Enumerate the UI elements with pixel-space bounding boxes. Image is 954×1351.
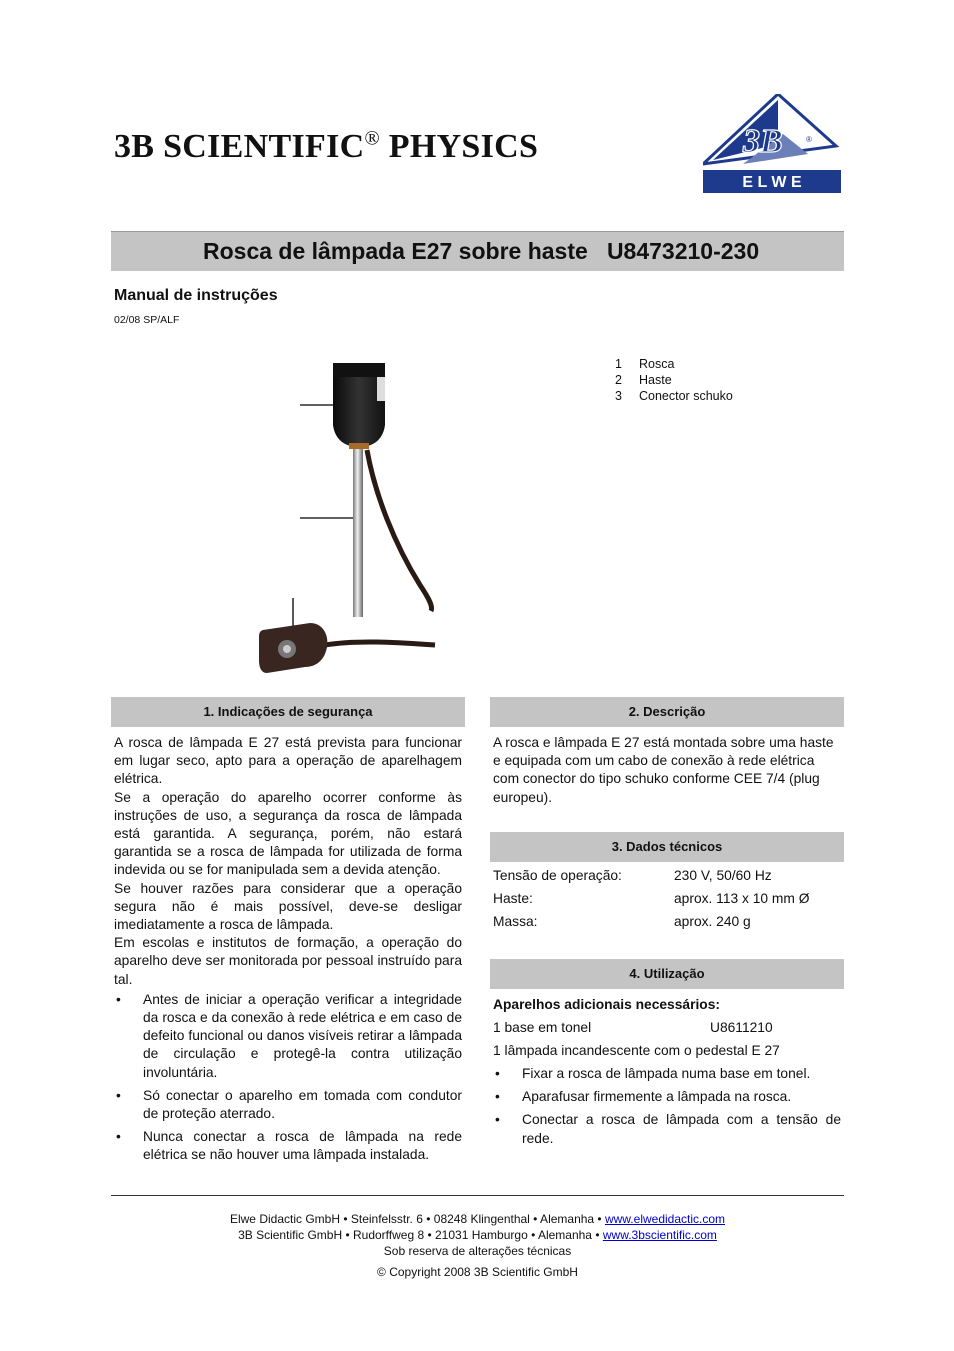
section-technical-data [490,832,844,933]
registered-mark: ® [364,127,380,150]
svg-text:3B: 3B [743,123,783,160]
requirement-item: 1 base em tonel U8611210 [493,1020,773,1035]
spec-row: Tensão de operação: 230 V, 50/60 Hz [493,868,772,883]
svg-text:E L W E: E L W E [742,174,802,191]
legend-item: 2 Haste [615,373,672,387]
product-illustration [255,355,440,685]
svg-text:®: ® [806,135,812,144]
list-item: • Antes de iniciar a operação verificar a integridade da rosca e da conexão à rede elétrica e em caso de defeito funcional ou danos visíveis retirar a lâmpada de circulação e protegê-la contra utilização involuntária. [116,991,462,1080]
section-heading: 4. Utilização [490,959,844,989]
footer-copyright: © Copyright 2008 3B Scientific GmbH [377,1265,578,1279]
list-item: • Fixar a rosca de lâmpada numa base em tonel. [495,1066,811,1081]
document-code: 02/08 SP/ALF [114,314,180,326]
elwe-website-link[interactable]: www.elwedidactic.com [604,1212,726,1226]
section-safety [111,697,465,1165]
footer-address-1: Elwe Didactic GmbH • Steinfelsstr. 6 • 08248 Klingenthal • Alemanha • www.elwedidactic.com [229,1212,726,1226]
manual-subtitle: Manual de instruções [114,287,278,304]
list-item: • Conectar a rosca de lâmpada com a tensão de rede. [495,1112,841,1146]
section-heading: 1. Indicações de segurança [111,697,465,727]
paragraph: Se houver razões para considerar que a operação segura não é mais possível, deve-se desligar imediatamente a rosca de lâmpada. [114,880,462,933]
paragraph: A rosca de lâmpada E 27 está prevista para funcionar em lugar seco, apto para a operação de aparelhagem elétrica. [114,735,462,787]
spec-row: Massa: aprox. 240 g [493,914,751,929]
requirement-item: 1 lâmpada incandescente com o pedestal E 27 [493,1043,780,1058]
requirements-title: Aparelhos adicionais necessários: [493,997,720,1012]
footer-address-2: 3B Scientific GmbH • Rudorffweg 8 • 21031 Hamburgo • Alemanha • www.3bscientific.com [238,1228,717,1242]
product-title: Rosca de lâmpada E27 sobre haste U8473210-230 [203,238,760,264]
legend-item: 1 Rosca [615,357,675,371]
3b-elwe-logo [703,94,843,194]
brand-title: 3B SCIENTIFIC® PHYSICS [114,127,539,165]
footer-divider [111,1195,844,1196]
section-heading: 2. Descrição [490,697,844,727]
paragraph: A rosca e lâmpada E 27 está montada sobre uma haste e equipada com um cabo de conexão à rede elétrica com conector do tipo schuko conforme CEE 7/4 (plug europeu). [493,735,834,805]
product-title-bar [111,231,844,271]
list-item: • Só conectar o aparelho em tomada com condutor de proteção aterrado. [116,1087,462,1122]
section-description [490,697,844,807]
3b-website-link[interactable]: www.3bscientific.com [602,1228,717,1242]
list-item: • Aparafusar firmemente a lâmpada na rosca. [495,1089,792,1105]
parts-legend [615,356,733,404]
section-usage [490,959,844,1148]
section-heading: 3. Dados técnicos [490,832,844,862]
paragraph: Se a operação do aparelho ocorrer conforme às instruções de uso, a segurança da rosca de lâmpada está garantida. A segurança, porém, não estará garantida se a rosca de lâmpada for utilizada de forma indevida ou se for manipulada sem a devida atenção. [114,789,462,878]
list-item: • Nunca conectar a rosca de lâmpada na rede elétrica se não houver uma lâmpada instalada. [116,1129,462,1163]
legend-item: 3 Conector schuko [615,389,733,403]
footer-disclaimer: Sob reserva de alterações técnicas [383,1244,572,1258]
spec-row: Haste: aprox. 113 x 10 mm Ø [493,891,810,906]
paragraph: Em escolas e institutos de formação, a operação do aparelho deve ser monitorada por pessoal instruído para tal. [114,935,462,987]
